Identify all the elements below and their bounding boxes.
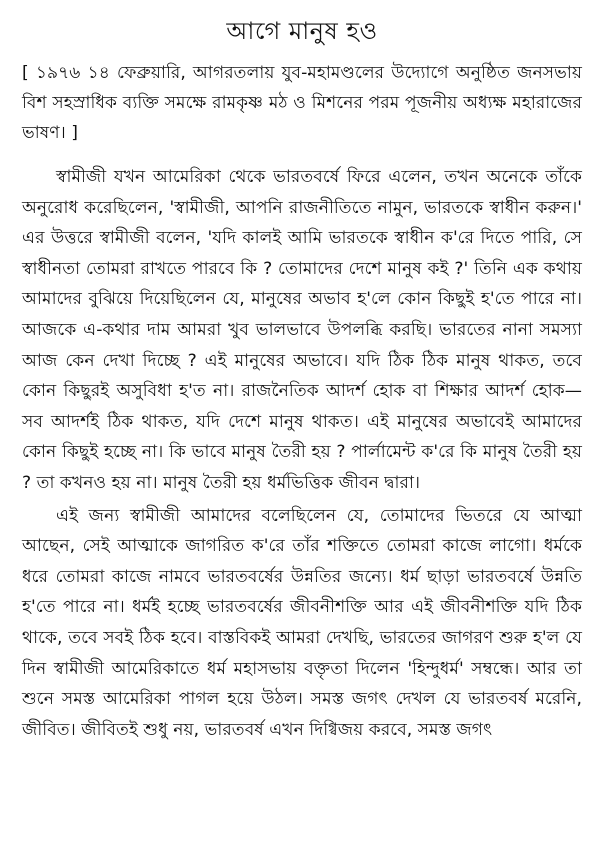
body-paragraph-2: এই জন্য স্বামীজী আমাদের বলেছিলেন যে, তোমাদের ভিতরে যে আত্মা আছেন, সেই আত্মাকে জাগরিত ক'রে তাঁর শক্তিতে তোমরা কাজে লাগো। ধর্মকে ধরে তোমরা কাজে নামবে ভারতবর্ষের উন্নতির জন্যে। ধর্ম ছাড়া ভারতবর্ষে উন্নতি হ'তে পারে না। ধর্মই হচ্ছে ভারতবর্ষের জীবনীশক্তি আর এই জীবনীশক্তি যদি ঠিক থাকে, তবে সবই ঠিক হবে। বাস্তবিকই আমরা দেখছি, ভারতের জাগরণ শুরু হ'ল যে দিন স্বামীজী আমেরিকাতে ধর্ম মহাসভায় বক্তৃতা দিলেন 'হিন্দুধর্ম' সম্বন্ধে। আর তা শুনে সমস্ত আমেরিকা পাগল হয়ে উঠল। সমস্ত জগৎ দেখল যে ভারতবর্ষ মরেনি, জীবিত। জীবিতই শুধু নয়, ভারতবর্ষ এখন দিগ্বিজয় করবে, সমস্ত জগৎ — [22, 505, 582, 740]
page-title: আগে মানুষ হও — [226, 17, 378, 45]
body-paragraph-1: স্বামীজী যখন আমেরিকা থেকে ভারতবর্ষে ফিরে এলেন, তখন অনেকে তাঁকে অনুরোধ করেছিলেন, 'স্বামীজী, আপনি রাজনীতিতে নামুন, ভারতকে স্বাধীন করুন।' এর উত্তরে স্বামীজী বলেন, 'যদি কালই আমি ভারতকে স্বাধীন ক'রে দিতে পারি, সে স্বাধীনতা তোমরা রাখতে পারবে কি ? তোমাদের দেশে মানুষ কই ?' তিনি এক কথায় আমাদের বুঝিয়ে দিয়েছিলেন যে, মানুষের অভাব হ'লে কোন কিছুই হ'তে পারে না। আজকে এ-কথার দাম আমরা খুব ভালভাবে উপলব্ধি করছি। ভারতের নানা সমস্যা আজ কেন দেখা দিচ্ছে ? এই মানুষের অভাবে। যদি ঠিক ঠিক মানুষ থাকত, তবে কোন কিছুরই অসুবিধা হ'ত না। রাজনৈতিক আদর্শ হোক বা শিক্ষার আদর্শ হোক—সব আদর্শই ঠিক থাকত, যদি দেশে মানুষ থাকত। এই মানুষের অভাবেই আমাদের কোন কিছুই হচ্ছে না। কি ভাবে মানুষ তৈরী হয় ? পার্লামেন্ট ক'রে কি মানুষ তৈরী হয় ? তা কখনও হয় না। মানুষ তৈরী হয় ধর্মভিত্তিক জীবন দ্বারা। — [22, 167, 583, 493]
intro-note: [ ১৯৭৬ ১৪ ফেব্রুয়ারি, আগরতলায় যুব-মহামণ্ডলের উদ্যোগে অনুষ্ঠিত জনসভায় বিশ সহস্রাধিক ব্যক্তি সমক্ষে রামকৃষ্ণ মঠ ও মিশনের পরম পূজনীয় অধ্যক্ষ মহারাজের ভাষণ। ] — [22, 63, 582, 143]
